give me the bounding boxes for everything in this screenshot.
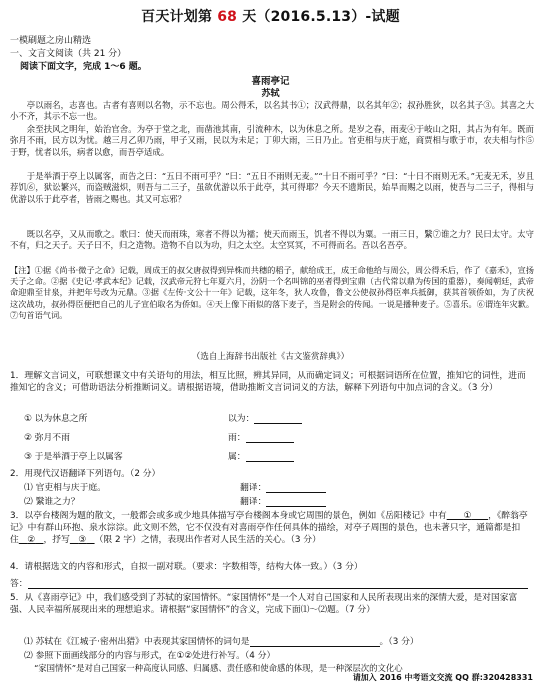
answer-blank[interactable] (266, 497, 326, 507)
blank-number: ① (463, 511, 472, 521)
blank-number: ③ (78, 535, 87, 546)
question-4-answer (10, 576, 528, 589)
title-prefix: 百天计划第 (141, 9, 218, 25)
question-1-stem: 1．理解文言词义，可联想课文中有关语句的用法，相互比照，辨其异同，从而确定词义；可根据词语所在位置，推知它的词性，进而推知它的含义；可借助语法分析推断词义。请根据语境，借助推断文言词词义的方法，解释下列语句中加点词的含义。（3 分） (10, 371, 526, 394)
question-1-item-2: ② 弥月不雨 (24, 433, 70, 443)
question-4-stem: 4．请根据选文的内容和形式，自拟一副对联。（要求：字数相等，结构大体一致。）（3 分） (10, 562, 363, 572)
question-3 (10, 510, 534, 547)
question-2-answer-1 (240, 480, 326, 493)
essay-notes: 【注】①据《尚书·微子之命》记载，周成王的叔父唐叔得到异株而共穗的稻子，献给成王，成王命他给与周公，周公得禾后，作了《嘉禾》，宣扬天子之命。②据《史记·孝武本纪》记载，汉武帝元狩七年夏六月，汾阴一个名叫锦的巫者得到宝鼎（古代常以鼎为传国的重器），奏闻朝廷，武帝命迎鼎至甘泉，并把年号改为元鼎。③据《左传·文公十一年》记载，这年冬，狄人攻鲁，鲁文公使叔孙得臣率兵抵御，获其首领侨如，为了庆祝这次战功，叔孙得臣便把自己的儿子宣伯取名为侨如。④天上像下雨似的落下麦子，当是附会的传闻。一说是播种麦子。⑤喜乐。⑥谓连年灾歉。⑦句首语气词。 (10, 265, 535, 320)
page-title (0, 6, 541, 26)
question-3-part-3: ，抒写 (43, 535, 70, 546)
answer-label: 以为： (228, 414, 255, 424)
question-5-sub-2: ⑵ 参照下面画线部分的内容与形式，在①②处进行补写。（4 分） (24, 651, 276, 661)
question-2-answer-2 (240, 494, 326, 507)
question-5-stem: 5．从《喜雨亭记》中，我们感受到了苏轼的家国情怀。“家国情怀”是一个人对自己国家和人民所表现出来的深情大爱，是对国家富强、人民幸福所展现出来的理想追求。请根据“家国情怀”的含义，完成下面⑴～⑵题。（7 分） (10, 593, 518, 616)
question-1-item-1: ① 以为休息之所 (24, 414, 88, 424)
answer-label: 翻译： (240, 483, 267, 493)
answer-label: 翻译： (240, 497, 267, 507)
question-1-item-3: ③ 于是举酒于亭上以属客 (24, 452, 123, 462)
essay-citation: （选自上海辞书出版社《古文鉴赏辞典》） (191, 352, 350, 362)
question-1-answer-3 (228, 449, 294, 462)
blank-number: ② (27, 535, 36, 546)
question-3-part-4: （限 2 字）之情，表现出作者对人民生活的关心。（3 分） (94, 535, 321, 546)
answer-blank[interactable] (254, 414, 302, 424)
question-3-part-1: 3．以亭台楼阁为题的散文，一般都会或多或少地具体描写亭台楼阁本身或它周围的景色，例如《岳阳楼记》中有 (10, 511, 447, 521)
question-5-quote: “家国情怀”是对自己国家一种高度认同感、归属感、责任感和使命感的体现，是一种深层次的文化心 (34, 663, 403, 673)
answer-blank[interactable] (266, 483, 326, 493)
question-3-part-2: ，《醉翁亭记》中有群山环抱、泉水淙淙。此文则不然，它不仅没有对喜雨亭作任何具体的描绘，对亭子周围的景色，也未著只字，通篇都是扣住 (10, 511, 528, 546)
section-instruction: 阅读下面文字，完成 1～6 题。 (20, 62, 147, 72)
question-2-stem: 2．用现代汉语翻译下列语句。（2 分） (10, 469, 161, 479)
sub-question-text: ⑴ 苏轼在《江城子·密州出猎》中表现其家国情怀的词句是 (24, 637, 250, 647)
answer-label: 答： (10, 579, 28, 589)
answer-blank[interactable] (28, 579, 528, 589)
question-1-answer-1 (228, 411, 302, 424)
question-3-blank-3[interactable] (70, 535, 95, 545)
answer-label: 属： (228, 452, 246, 462)
question-5-sub-1 (24, 634, 419, 647)
sub-question-tail: 。（3 分） (379, 637, 419, 647)
essay-title: 喜雨亭记 (251, 76, 290, 87)
question-2-item-2: ⑵ 繄谁之力？ (24, 497, 80, 507)
answer-blank[interactable] (250, 637, 380, 647)
essay-paragraph-2: 余至扶风之明年，始治官舍。为亭于堂之北，而凿池其南，引流种木，以为休息之所。是岁之春，雨麦④于岐山之阳，其占为有年。既而弥月不雨，民方以为忧。越三月乙卯乃雨，甲子又雨，民以为未足；丁卯大雨，三日乃止。官吏相与庆于庭，商贾相与歌于市，农夫相与忭⑤于野，忧者以乐，病者以愈，而吾亭适成。 (10, 124, 534, 157)
section-source: 一模刷题之房山精选 (10, 36, 92, 46)
essay-paragraph-3: 于是举酒于亭上以属客，而告之曰：“五日不雨可乎？”曰：“五日不雨则无麦。”“十日不雨可乎？”曰：“十日不雨则无禾。”无麦无禾，岁且荐饥⑥，狱讼繁兴，而盗贼滋炽，则吾与二三子，虽欲优游以乐于此亭，其可得耶？今天不遗斯民，始旱而赐之以雨，使吾与二三子，得相与优游以乐于此亭者，皆雨之赐也。其又可忘邪？ (10, 171, 534, 204)
title-day: 68 (217, 9, 238, 25)
answer-label: 雨： (228, 433, 246, 443)
footer-note: 请加入 2016 中考语文交流 QQ 群:320428331 (352, 673, 533, 682)
question-3-blank-2[interactable] (19, 535, 44, 545)
essay-paragraph-4: 既以名亭，又从而歌之。歌曰：使天而雨珠，寒者不得以为襦；使天而雨玉，饥者不得以为粟。一雨三日，繄⑦谁之力？民曰太守。太守不有，归之天子。天子曰不，归之造物。造物不自以为功，归之太空。太空冥冥，不可得而名。吾以名吾亭。 (10, 229, 534, 251)
answer-blank[interactable] (246, 433, 294, 443)
essay-paragraph-1: 亭以雨名，志喜也。古者有喜则以名物，示不忘也。周公得禾，以名其书①；汉武得鼎，以名其年②；叔孙胜狄，以名其子③。其喜之大小不齐，其示不忘一也。 (10, 100, 534, 122)
answer-blank[interactable] (246, 452, 294, 462)
section-part: 一、文言文阅读（共 21 分） (10, 49, 127, 59)
title-suffix: 天（2016.5.13）-试题 (237, 9, 400, 25)
question-2-item-1: ⑴ 官吏相与庆于庭。 (24, 483, 106, 493)
essay-author: 苏轼 (261, 89, 280, 99)
question-3-blank-1[interactable] (447, 511, 488, 521)
question-1-answer-2 (228, 430, 294, 443)
